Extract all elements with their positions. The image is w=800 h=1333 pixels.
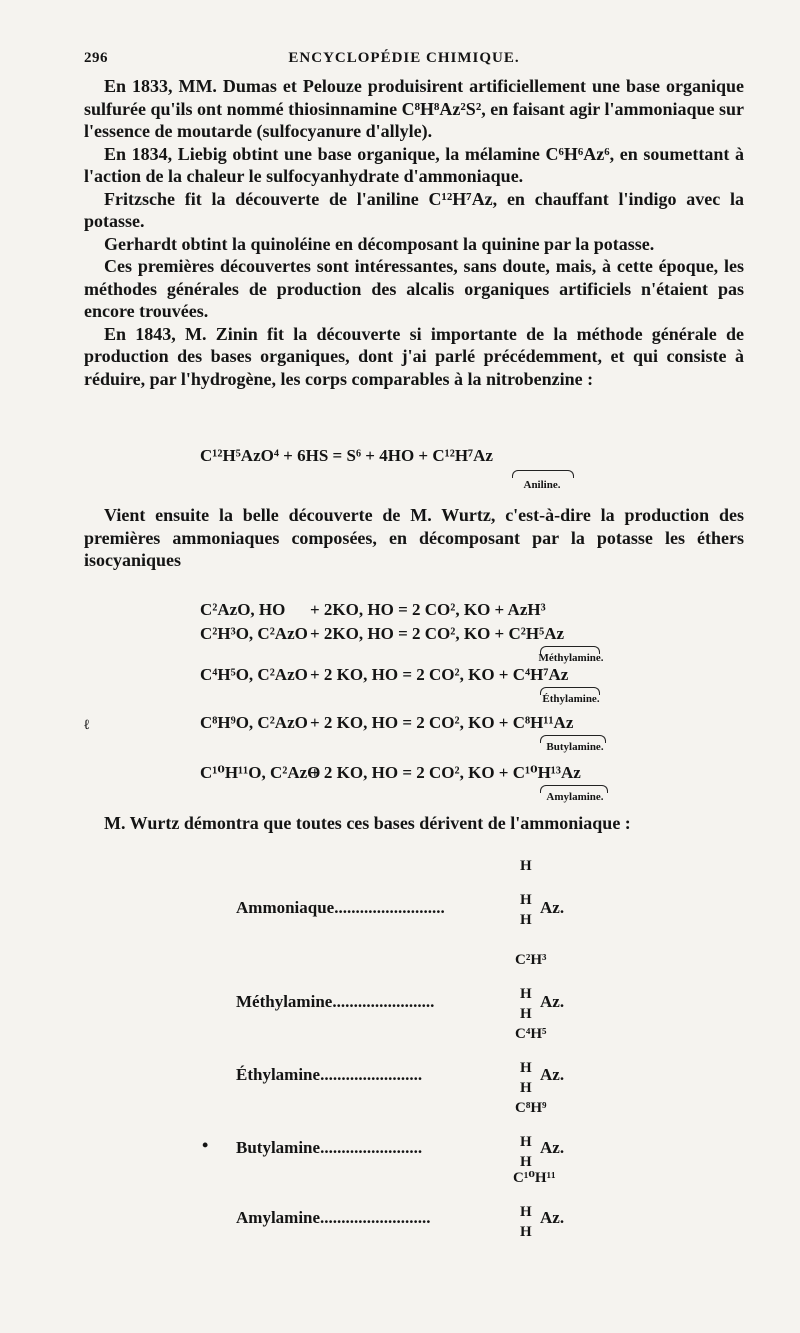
wurtz-eq-rhs-2: + 2KO, HO = 2 CO², KO + C²H⁵Az [310, 624, 565, 643]
amine-row-methylamine [236, 992, 434, 1012]
formula-top: C¹⁰H¹¹ [513, 1170, 556, 1186]
zinin-equation: C¹²H⁵AzO⁴ + 6HS = S⁶ + 4HO + C¹²H⁷Az [200, 446, 493, 465]
wurtz-eq-rhs-3: + 2 KO, HO = 2 CO², KO + C⁴H⁷Az [310, 665, 569, 684]
formula-bottom: H [520, 1224, 532, 1240]
ethylamine-eq-label: Éthylamine. [542, 693, 600, 705]
paragraph-gerhardt: Gerhardt obtint la quinoléine en décomposant la quinine par la potasse. [104, 233, 655, 254]
wurtz-eq-lhs-2: C²H³O, C²AzO [200, 624, 308, 643]
running-header [84, 50, 724, 74]
formula-mid: H [520, 986, 532, 1002]
amine-name: Amylamine [236, 1208, 321, 1227]
methylamine-eq-label: Méthylamine. [538, 652, 604, 664]
amine-formula-ammoniaque [520, 856, 532, 930]
paragraph-zinin: En 1843, M. Zinin fit la découverte si importante de la méthode générale de production des bases organiques, dont j'ai parlé précédemment, et qui consiste à réduire, par l'hydrogène, les corps comparables à la nitrobenzine : [84, 323, 744, 389]
paragraph-methods: Ces premières découvertes sont intéressantes, sans doute, mais, à cette époque, les méthodes générales de production des alcalis organiques artificiels n'étaient pas encore trouvées. [84, 256, 744, 321]
formula-bottom: H [520, 1006, 532, 1022]
formula-top: C⁴H⁵ [515, 1026, 547, 1042]
paragraph-dumas: En 1833, MM. Dumas et Pelouze produisirent artificiellement une base organique sulfurée qu'ils ont nommé thiosinnamine C⁸H⁸Az²S², en faisant agir l'ammoniaque sur l'essence de moutarde (sulfocyanure d'allyle). [84, 76, 744, 141]
product-brace [512, 470, 574, 478]
formula-bottom: H [520, 912, 532, 928]
wurtz-eq-lhs-1: C²AzO, HO [200, 600, 286, 619]
formula-top: H [520, 858, 532, 874]
amine-formula-butylamine [515, 1098, 547, 1172]
paragraph-fritzsche: Fritzsche fit la découverte de l'aniline C¹²H⁷Az, en chauffant l'indigo avec la potasse. [84, 188, 744, 231]
amine-dots: ........................ [332, 992, 435, 1011]
amine-row-ethylamine [236, 1065, 422, 1085]
formula-bottom: H [520, 1080, 532, 1096]
amine-az-ammoniaque: Az. [540, 898, 565, 917]
amine-az-butylamine: Az. [540, 1138, 565, 1157]
wurtz-eq-lhs-3: C⁴H⁵O, C²AzO [200, 665, 308, 684]
amine-az-methylamine: Az. [540, 992, 565, 1011]
formula-mid: H [520, 1060, 532, 1076]
wurtz-eq-rhs-1: + 2KO, HO = 2 CO², KO + AzH³ [310, 600, 546, 619]
amine-az-ethylamine: Az. [540, 1065, 565, 1084]
amine-name: Ammoniaque [236, 898, 335, 917]
aniline-label: Aniline. [523, 479, 561, 491]
amine-formula-amylamine [513, 1168, 556, 1242]
amine-row-amylamine [236, 1208, 431, 1228]
formula-bottom: H [520, 1154, 532, 1170]
bullet-mark: • [202, 1135, 209, 1155]
page-number: 296 [84, 50, 108, 66]
formula-mid: H [520, 1134, 532, 1150]
paragraph-liebig: En 1834, Liebig obtint une base organique, la mélamine C⁶H⁶Az⁶, en soumettant à l'action de la chaleur le sulfocyanhydrate d'ammoniaque. [84, 143, 744, 186]
wurtz-text-block [84, 504, 744, 572]
amine-name: Éthylamine [236, 1065, 321, 1084]
wurtz-eq-rhs-4: + 2 KO, HO = 2 CO², KO + C⁸H¹¹Az [310, 713, 574, 732]
marginal-mark: ℓ [84, 718, 90, 733]
amine-formula-ethylamine [515, 1024, 547, 1098]
wurtz-eq-lhs-5: C¹⁰H¹¹O, C²AzO [200, 763, 321, 782]
amine-dots: ........................ [320, 1065, 423, 1084]
formula-mid: H [520, 1204, 532, 1220]
amine-row-butylamine [236, 1138, 422, 1158]
amine-dots: ........................ [320, 1138, 423, 1157]
wurtz-eq-lhs-4: C⁸H⁹O, C²AzO [200, 713, 308, 732]
amine-name: Méthylamine [236, 992, 333, 1011]
amine-row-ammoniaque [236, 898, 445, 918]
amine-name: Butylamine [236, 1138, 321, 1157]
intro-text-block [84, 75, 744, 390]
amine-dots: .......................... [334, 898, 445, 917]
formula-mid: H [520, 892, 532, 908]
formula-top: C⁸H⁹ [515, 1100, 547, 1116]
amylamine-eq-label: Amylamine. [546, 791, 604, 803]
formula-top: C²H³ [515, 952, 547, 968]
paragraph-wurtz: Vient ensuite la belle découverte de M. Wurtz, c'est-à-dire la production des premières ammoniaques composées, en décomposant par la potasse les éthers isocyaniques [84, 505, 744, 570]
amine-az-amylamine: Az. [540, 1208, 565, 1227]
wurtz-eq-rhs-5: + 2 KO, HO = 2 CO², KO + C¹⁰H¹³Az [310, 763, 581, 782]
wurtz-conclusion-block [84, 812, 744, 835]
running-title: ENCYCLOPÉDIE CHIMIQUE. [288, 50, 520, 66]
paragraph-wurtz-ammonia: M. Wurtz démontra que toutes ces bases dérivent de l'ammoniaque : [104, 813, 631, 833]
butylamine-eq-label: Butylamine. [546, 741, 604, 753]
amine-dots: .......................... [320, 1208, 431, 1227]
amine-formula-methylamine [515, 950, 547, 1024]
